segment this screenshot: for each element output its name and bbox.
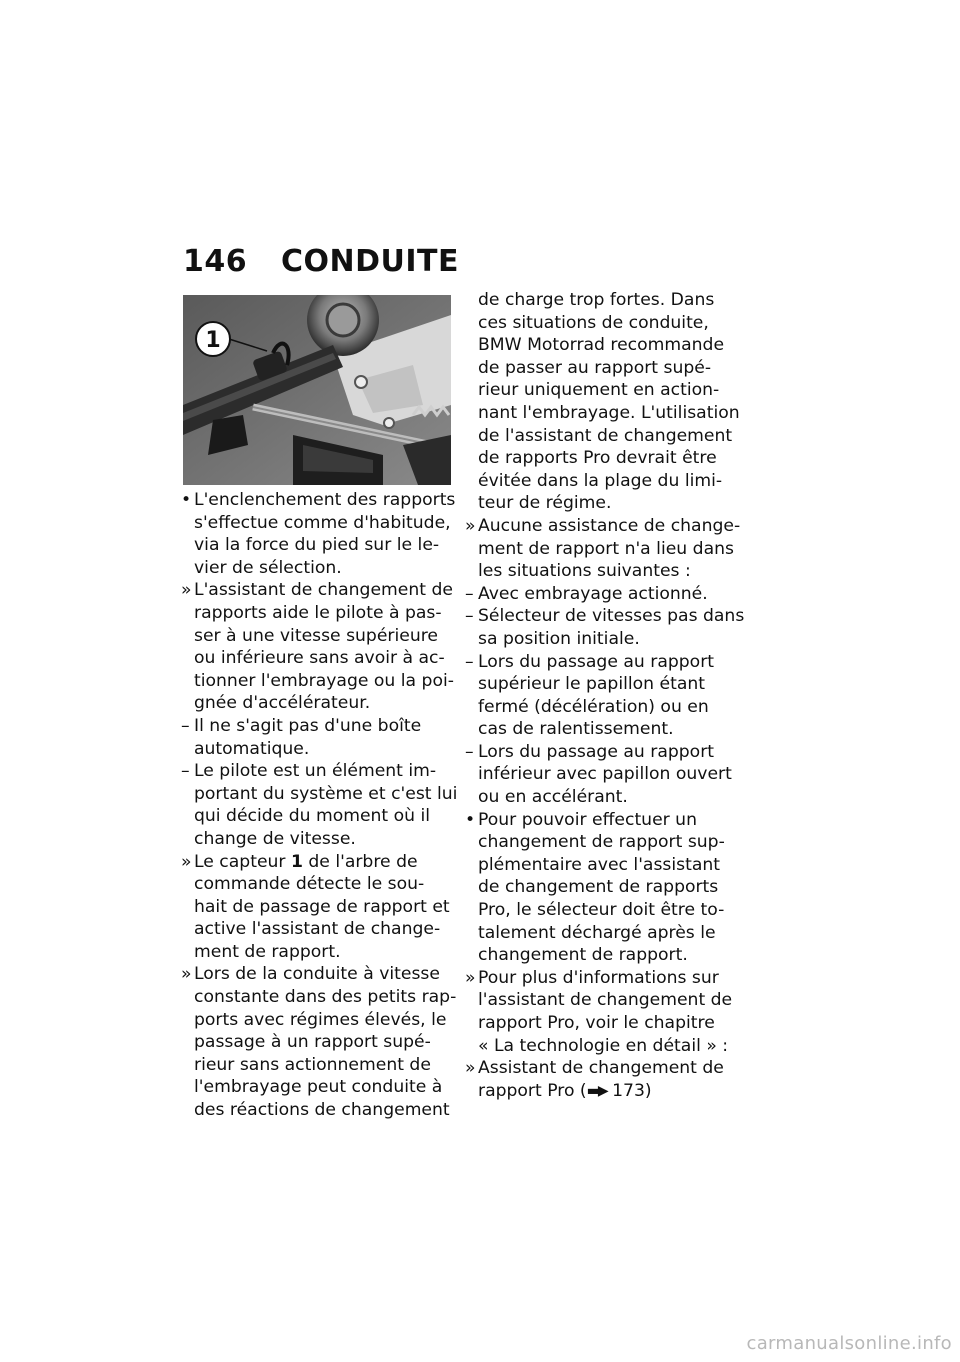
list-item	[465, 515, 743, 583]
list-marker: •	[465, 809, 476, 830]
text-line: talement déchargé après le	[478, 922, 716, 943]
callout-1: 1	[205, 328, 221, 353]
list-item	[465, 605, 743, 650]
text-line: inférieur avec papillon ouvert	[478, 764, 732, 785]
list-marker: –	[181, 761, 190, 782]
text-line: Sélecteur de vitesses pas dans	[478, 606, 745, 627]
list-marker: »	[465, 967, 476, 988]
list-marker: –	[181, 715, 190, 736]
text-line: teur de régime.	[478, 493, 612, 514]
list-item	[465, 289, 743, 515]
text-line: qui décide du moment où il	[194, 806, 431, 827]
text-line: active l'assistant de change-	[194, 919, 441, 940]
page-number: 146	[183, 244, 248, 279]
text-line: commande détecte le sou-	[194, 874, 425, 895]
text-line: ports avec régimes élevés, le	[194, 1009, 447, 1030]
text-line: changement de rapport.	[478, 945, 688, 966]
text-line: cas de ralentissement.	[478, 719, 674, 740]
list-marker: –	[465, 741, 474, 762]
text-line: l'embrayage peut conduite à	[194, 1077, 443, 1098]
text-line: Assistant de changement de	[478, 1058, 724, 1079]
text-line: ser à une vitesse supérieure	[194, 625, 438, 646]
list-item	[181, 715, 453, 760]
text-line: rieur uniquement en action-	[478, 380, 720, 401]
text-line: les situations suivantes :	[478, 561, 691, 582]
list-item	[181, 579, 453, 715]
text-line: automatique.	[194, 738, 310, 759]
text-line: Le pilote est un élément im-	[194, 761, 437, 782]
list-marker: »	[465, 1058, 476, 1079]
list-item	[465, 967, 743, 1057]
text-line: ment de rapport.	[194, 941, 341, 962]
text-line: des réactions de changement	[194, 1100, 450, 1121]
text-line: de charge trop fortes. Dans	[478, 290, 715, 310]
text-line: BMW Motorrad recommande	[478, 335, 725, 356]
text-line: fermé (décélération) ou en	[478, 696, 709, 717]
text-line: vier de sélection.	[194, 557, 342, 578]
right-column	[465, 289, 743, 1102]
page-reference[interactable]: rapport Pro (▬▶ 173)	[478, 1080, 652, 1101]
text-line: s'effectue comme d'habitude,	[194, 512, 451, 533]
list-marker: »	[181, 851, 192, 872]
list-item	[465, 741, 743, 809]
arrow-right-icon: ▬▶	[586, 1082, 607, 1099]
text-line: rapport Pro, voir le chapitre	[478, 1013, 715, 1033]
text-line: de rapports Pro devrait être	[478, 448, 717, 469]
list-marker: »	[465, 515, 476, 536]
list-item	[181, 963, 457, 1121]
text-line: portant du système et c'est lui	[194, 783, 458, 804]
text-line: ment de rapport n'a lieu dans	[478, 538, 734, 559]
text-line: supérieur le papillon étant	[478, 674, 706, 695]
text-line: nant l'embrayage. L'utilisation	[478, 402, 740, 423]
text-line: tionner l'embrayage ou la poi-	[194, 670, 454, 691]
list-item	[181, 851, 453, 964]
callout-reference: 1	[290, 851, 303, 872]
list-marker: •	[181, 490, 192, 510]
list-item	[465, 583, 743, 606]
text-line: rapports aide le pilote à pas-	[194, 602, 442, 623]
text-line: ces situations de conduite,	[478, 312, 709, 333]
watermark: carmanualsonline.info	[746, 1333, 952, 1354]
text-line: l'assistant de changement de	[478, 990, 733, 1011]
text-line: L'assistant de changement de	[194, 580, 453, 601]
text-line: Aucune assistance de change-	[478, 515, 741, 536]
text-line: Lors de la conduite à vitesse	[194, 964, 440, 985]
text-line: ou en accélérant.	[478, 787, 628, 808]
text-line: Pour pouvoir effectuer un	[478, 809, 697, 830]
text-line: plémentaire avec l'assistant	[478, 854, 721, 875]
list-marker: –	[465, 651, 474, 672]
text-line: Lors du passage au rapport	[478, 741, 715, 762]
list-marker: –	[465, 606, 474, 627]
text-line: de passer au rapport supé-	[478, 357, 712, 378]
text-line: Pour plus d'informations sur	[478, 967, 719, 988]
text-line: Il ne s'agit pas d'une boîte	[194, 715, 422, 736]
text-line: gnée d'accélérateur.	[194, 693, 371, 714]
list-item	[181, 760, 458, 850]
text-line: constante dans des petits rap-	[194, 987, 457, 1008]
list-marker: –	[465, 583, 474, 604]
text-line: de changement de rapports	[478, 877, 719, 898]
text-line: passage à un rapport supé-	[194, 1032, 431, 1053]
text-line: hait de passage de rapport et	[194, 896, 450, 917]
text-line: L'enclenchement des rapports	[194, 490, 456, 510]
list-marker: »	[181, 580, 192, 601]
text-line: ou inférieure sans avoir à ac-	[194, 648, 445, 669]
photo-illustration	[183, 295, 451, 485]
text-line: « La technologie en détail » :	[478, 1035, 729, 1056]
text-line: Avec embrayage actionné.	[478, 583, 708, 604]
left-column	[181, 489, 458, 1122]
text-line: Pro, le sélecteur doit être to-	[478, 900, 725, 921]
text-line: évitée dans la plage du limi-	[478, 470, 723, 491]
text-line: de l'assistant de changement	[478, 425, 733, 446]
list-item	[465, 1057, 743, 1102]
gear-shift-sensor-photo	[183, 295, 451, 485]
text-line: via la force du pied sur le le-	[194, 535, 440, 556]
list-item	[181, 489, 456, 579]
list-marker: »	[181, 964, 192, 985]
page-title: CONDUITE	[281, 244, 460, 279]
text-line: changement de rapport sup-	[478, 832, 725, 853]
list-item	[465, 809, 743, 967]
text-line: Lors du passage au rapport	[478, 651, 715, 672]
text-line: Le capteur 1 de l'arbre de	[194, 851, 418, 872]
text-line: change de vitesse.	[194, 828, 356, 849]
text-line: sa position initiale.	[478, 628, 640, 649]
text-line: rieur sans actionnement de	[194, 1054, 431, 1075]
list-item	[465, 651, 743, 741]
